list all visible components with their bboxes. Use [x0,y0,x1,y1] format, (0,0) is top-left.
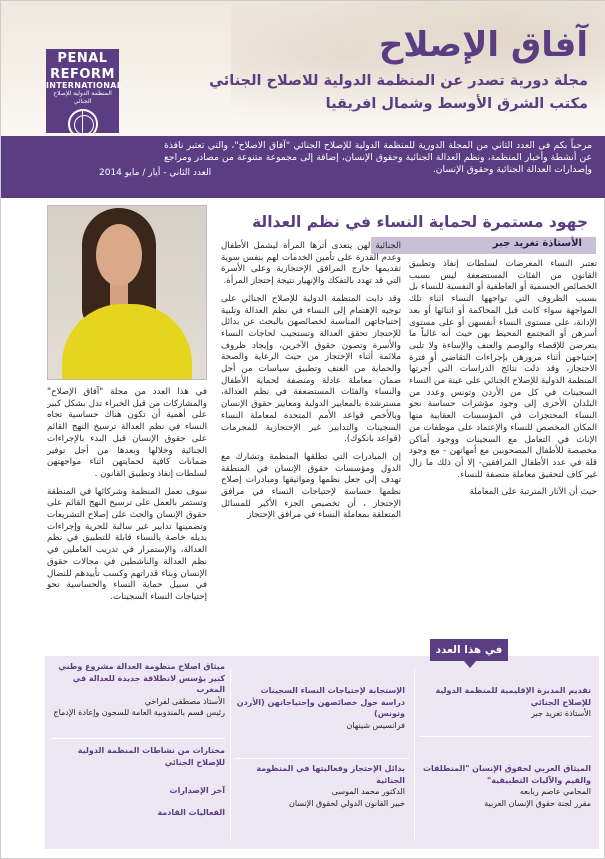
toc-item[interactable] [51,807,225,819]
intro-text: مرحباً بكم في العدد الثاني من المجلة الدورية للمنظمة الدولية للإصلاح الجنائي "آفاق الاصلاح"، والتي تعتبر نافذة عن أنشطة وأخبار المنظمة، ونظم العدالة الجنائية وحقوق الإنسان، إضافة إلى مجموعة متنوعة من مصادر ومراجع وإصدارات العدالة الجنائية وحقوق الإنسان. [164,140,592,175]
toc-item-title: مختارات من نشاطات المنظمة الدولية للإصلاح الجنائي [77,746,225,767]
logo-line-international: INTERNATIONAL [46,81,123,90]
author-bar [371,237,596,254]
office-subtitle: مكتب الشرق الأوسط وشمال افريقيا [325,96,588,112]
logo-line-reform: REFORM [50,67,115,82]
toc-item[interactable] [419,685,591,720]
logo-line-penal: PENAL [57,51,108,66]
issue-label: العدد الثاني - أيار / مايو 2014 [99,168,212,178]
toc-item-title: بدائل الإحتجاز وفعاليتها في المنظومة الجنائية [256,764,405,785]
article-author: الأستاذة تغريد جبر [492,238,582,249]
toc-divider [235,758,409,759]
toc-item-affiliation: خبير القانون الدولي لحقوق الإنسان [288,798,405,808]
toc-item-title: الفعاليات القادمة [157,808,225,817]
publication-title: آفاق الإصلاح [378,25,588,65]
toc-divider [419,736,591,737]
toc-item[interactable] [51,785,225,797]
toc-item[interactable] [235,763,405,809]
toc-item[interactable] [235,685,405,731]
toc-item-author: المحامي عاصم ربابعه [519,787,591,796]
article-paragraph: تعتبر النساء المعرضات لسلطات إنفاذ وتطبيق القانون من الفئات المستضعفة ليس بسبب الخصائص الجسمية أو العاطفية أو النفسية للنساء بل بسبب الظروف التي تواجهها النساء اثناء تلك المواجهة سواء كانت قبل المحاكمة أو اثنائها أو بعد الإدانة، على مستوى النساء أنفسهن أو على مستوى أسرهن أو المجتمع المحيط بهن حيث أنه غالباً ما يتعرضن للإقصاء والوصم والعنف والإساءة ولا تلبى إحتياجهن أثناء مرورهن بإجراءات التقاضي أو فترة الاحتجاز، وقد دلت نتائج الدراسات التي أجرتها المنظمة الدولية للإصلاح الجنائي على عينة من النساء السجينات في كل من الأردن وتونس وعدد من البلدان الأخرى إلى وجود مؤشرات حساسة نحو النساء المحتجزات في المؤسسات العقابية منها المكان المخصص للنساء والإعتماد على موظفات من الإناث في التعامل مع السجينات ووجود أماكن مخصصة للأطفال المصحوبين مع أمهاتهن - مع وجود قلة في عدد الأطفال المرافقين- إلا أن ذلك ما زال غير كاف لتحقيق معاملة منصفة للنساء. [409,259,597,480]
toc-item-title: آخر الإصدارات [169,786,225,795]
article-column-3 [47,387,207,610]
toc-item-author: الأستاذ مصطفى لفراخي [144,696,225,706]
photo-body [62,304,192,380]
toc-item-title: الميثاق العربي لحقوق الإنسان "المنطلقات والقيم والآليات التطبيقية" [422,764,591,785]
intro-band [1,136,605,198]
toc-item-author: فرانسيس شينهان [346,720,405,730]
toc-item-title: ميثاق اصلاح منظومة العدالة مشروع وطني كبير يؤسس لانطلاقة جديدة للعدالة في المغرب [58,662,225,694]
toc-item[interactable] [51,745,225,768]
in-this-issue-heading: في هذا العدد [430,639,508,661]
toc-divider [414,669,415,839]
article-paragraph: في هذا العدد من مجلة "آفاق الإصلاح" والمشاركات من قبل الخبراء تدل بشكل كبير على أهمية أن تكون هناك حساسية تجاه النساء في نظم العدالة ترسيخ النهج القائم على حقوق الإنسان قبل البدء بالإجراءات الجنائية وخلالها وبعدها من أجل توفير ضمانات كافية لحمايتهن اثناء مواجهتهن لسلطات إنفاذ وتطبيق القانون . [47,387,207,479]
toc-item-author: الدكتور محمد الموسى [331,787,405,796]
article-paragraph: حيث أن الآثار المترتبة على المعاملة [469,487,597,498]
masthead [1,1,605,136]
article-paragraph: وقد دابت المنظمة الدولية للإصلاح الجنائي على توجيه الإهتمام إلى النساء في نظم العدالة وتلبية إحتياجاتهن المناسبة لخصائصهن بالبحث عن بدائل للإحتجاز تحقق العدالة وتستجيب لحاجات النساء والأسرة وتصون حقوق الآخرين، وإيجاد ظروف ملائمة أثناء الإحتجاز من حيث الرعاية والصحة والحماية من العنف وتطبيق سياسات من أجل ضمان معاملة عادلة ومنصفة لحماية الأطفال والنساء والفئات المستضعفة في نظم العدالة، مسترشدة بالمعايير الدولية ومعايير حقوق الإنسان وبالأخص قواعد الأمم المتحدة لمعاملة النساء السجينات والتدابير غير الإحتجازية للمجرمات (قواعد بانكوك). [221,293,401,445]
toc-item-author: الأستاذة تغريد جبر [531,709,591,718]
globe-icon [68,109,98,136]
article-paragraph: إن المبادرات التي تطلقها المنظمة وتشارك مع الدول ومؤسسات حقوق الإنسان في المنطقة تهدف إلى جعل نظمها ومواثيقها ومبادرات إصلاح نظمها حساسة لإحتياجات النساء في مرافق الإحتجاز ، أن تخصيص الجزء الأكبر للمسائل المتعلقة بمعاملة النساء في مرافق الإحتجاز [221,451,401,521]
toc-item-affiliation: مقرر لجنة حقوق الإنسان العربية [484,798,591,808]
toc-divider [51,738,225,739]
photo-face [96,224,142,286]
toc-divider [230,669,231,839]
toc-item-title: الإستجابة لإحتياجات النساء السجينات دراسة حول خصائصهن وإحتياجاتهن (الأردن وتونس) [236,686,405,718]
author-photo [47,205,207,380]
logo-line-arabic: المنظمة الدولية للإصلاح الجنائي [53,90,112,105]
penal-reform-logo [46,49,123,133]
article-paragraph: الجنائية لهن يتعدى أثرها المرأة ليشمل الأطفال وعدم القدرة على تأمين الخدمات لهم بنفس سوية تقديمها خارج المرافق الإحتجازية وعلى الأسرة التي قد تهدد بالتفكك والإنهيار نتيجة إحتجاز المرأة. [221,241,401,287]
toc-item[interactable] [51,661,225,719]
toc-item-title: تقديم المديرة الإقليمية للمنظمة الدولية للإصلاح الجنائي [435,686,591,707]
toc-item-affiliation: رئيس قسم بالمندوبية العامة للسجون وإعادة الإدماج [53,708,225,717]
toc-item[interactable] [419,763,591,809]
article-title: جهود مستمرة لحماية النساء في نظم العدالة [251,213,588,231]
article-column-2 [221,241,401,528]
publication-subtitle: مجلة دورية تصدر عن المنظمة الدولية للاصلاح الجنائي [209,73,588,89]
article-column-1 [409,259,597,505]
article-paragraph: سوف تعمل المنظمة وشركائها في المنطقة وتستمر بالعمل على ترسيخ النهج القائم على حقوق الإنسان والحث على إصلاح التشريعات وتضمينها تدابير غير سالبة للحرية وإجراءات بديله خاصة بالنساء قابلة للتطبيق في نظم العدالة، والإستمرار في تدريب العاملين في نظم العدالة والناشطين في مجالات حقوق الإنسان وبناء قدراتهم وكسب تأييدهم للنضال في سبيل حماية النساء والحساسية نحو إحتياجات النساء السجينات. [47,486,207,602]
masthead-background-photo [231,1,605,136]
